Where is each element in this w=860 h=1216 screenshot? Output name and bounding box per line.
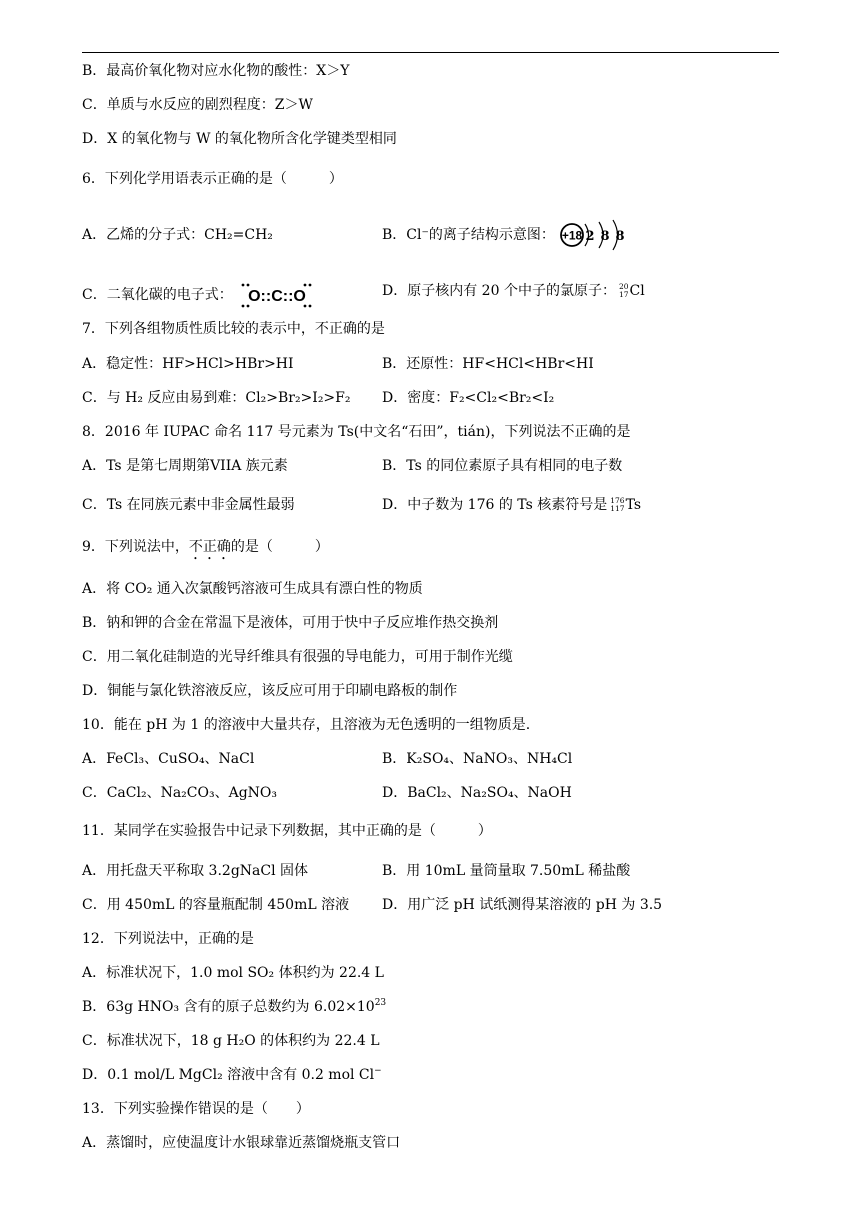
chloride-ion-diagram [559, 227, 637, 243]
element-symbol: Ts [625, 497, 642, 513]
q8-option-b: B．Ts 的同位素原子具有相同的电子数 [382, 458, 623, 474]
q8-nuclide-numbers [610, 497, 624, 513]
q9-stem-pre: 9．下列说法中， [82, 539, 189, 555]
q5-option-c: C．单质与水反应的剧烈程度：Z＞W [82, 97, 313, 113]
shell-3-count: 8 [615, 229, 625, 244]
atomic-number: 117 [610, 504, 625, 513]
q6-option-b [382, 218, 637, 252]
q6-nuclide-numbers [619, 283, 629, 299]
q13-option-a: A．蒸馏时，应使温度计水银球靠近蒸馏烧瓶支管口 [82, 1135, 401, 1151]
q10-option-b: B．K₂SO₄、NaNO₃、NH₄Cl [382, 751, 573, 767]
q8-option-c: C．Ts 在同族元素中非金属性最弱 [82, 497, 295, 513]
q9-option-b: B．钠和钾的合金在常温下是液体，可用于快中子反应堆作热交换剂 [82, 615, 499, 631]
q12-option-b [82, 998, 386, 1016]
co2-formula-text: O::C::O [248, 288, 307, 305]
q12-option-a: A．标准状况下，1.0 mol SO₂ 体积约为 22.4 L [82, 965, 384, 981]
co2-electron-formula [237, 287, 317, 303]
q11-option-c: C．用 450mL 的容量瓶配制 450mL 溶液 [82, 897, 350, 913]
q6-option-c [82, 282, 317, 308]
q11-option-b: B．用 10mL 量筒量取 7.50mL 稀盐酸 [382, 863, 631, 879]
q12-option-b-text: B．63g HNO₃ 含有的原子总数约为 6.02×10 [82, 999, 375, 1015]
nucleus-charge: +18 [562, 228, 583, 243]
q9-option-d: D．铜能与氯化铁溶液反应，该反应可用于印刷电路板的制作 [82, 683, 458, 699]
q11-option-a: A．用托盘天平称取 3.2gNaCl 固体 [82, 863, 309, 879]
q12-stem: 12．下列说法中，正确的是 [82, 931, 254, 947]
q9-option-c: C．用二氧化硅制造的光导纤维具有很强的导电能力，可用于制作光缆 [82, 649, 513, 665]
mass-number: 176 [610, 496, 625, 505]
shell-2-count: 8 [600, 229, 610, 244]
q6-option-a: A．乙烯的分子式：CH₂=CH₂ [82, 227, 273, 243]
q9-stem-post: 的是（ ） [230, 539, 329, 555]
q5-option-b: B．最高价氧化物对应水化物的酸性：X＞Y [82, 63, 350, 79]
q10-option-c: C．CaCl₂、Na₂CO₃、AgNO₃ [82, 785, 277, 801]
q10-stem: 10．能在 pH 为 1 的溶液中大量共存，且溶液为无色透明的一组物质是. [82, 717, 531, 733]
atomic-number: 17 [618, 290, 629, 299]
q9-option-a: A．将 CO₂ 通入次氯酸钙溶液可生成具有漂白性的物质 [82, 581, 423, 597]
shell-1-count: 2 [585, 229, 595, 244]
q7-option-d: D．密度：F₂<Cl₂<Br₂<I₂ [382, 390, 555, 406]
q8-option-d-text: D．中子数为 176 的 Ts 核素符号是 [382, 497, 608, 513]
mass-number: 20 [618, 282, 629, 291]
q12-option-c: C．标准状况下，18 g H₂O 的体积约为 22.4 L [82, 1033, 380, 1049]
q9-stem [82, 538, 329, 563]
q12-option-d [82, 1066, 382, 1084]
q6-option-b-text: B．Cl⁻的离子结构示意图： [382, 227, 555, 243]
q8-option-a: A．Ts 是第七周期第VIIA 族元素 [82, 458, 288, 474]
q11-option-d: D．用广泛 pH 试纸测得某溶液的 pH 为 3.5 [382, 897, 663, 913]
q8-stem: 8．2016 年 IUPAC 命名 117 号元素为 Ts(中文名“石田”，tián)，下列说法不正确的是 [82, 424, 631, 440]
q12-option-b-exponent: 23 [374, 998, 387, 1008]
element-symbol: Cl [629, 283, 645, 299]
q7-option-a: A．稳定性：HF>HCl>HBr>HI [82, 356, 294, 372]
q9-stem-emphasis: 不正确 [188, 539, 231, 555]
q7-stem: 7．下列各组物质性质比较的表示中，不正确的是 [82, 321, 385, 337]
q6-option-d [382, 282, 645, 300]
q13-stem: 13．下列实验操作错误的是（ ） [82, 1101, 310, 1117]
q11-stem: 11．某同学在实验报告中记录下列数据，其中正确的是（ ） [82, 823, 492, 839]
q6-option-c-text: C．二氧化碳的电子式： [82, 287, 233, 303]
q10-option-d: D．BaCl₂、Na₂SO₄、NaOH [382, 785, 572, 801]
q5-option-d: D．X 的氧化物与 W 的氧化物所含化学键类型相同 [82, 131, 397, 147]
q8-option-d [382, 496, 641, 514]
q6-option-d-text: D．原子核内有 20 个中子的氯原子： [382, 283, 616, 299]
header-rule [82, 52, 779, 53]
q7-option-c: C．与 H₂ 反应由易到难：Cl₂>Br₂>I₂>F₂ [82, 390, 351, 406]
q10-option-a: A．FeCl₃、CuSO₄、NaCl [82, 751, 255, 767]
q12-option-d-text: D．0.1 mol/L MgCl₂ 溶液中含有 0.2 mol Cl [82, 1067, 375, 1083]
q12-option-d-charge: − [374, 1066, 382, 1076]
q6-stem: 6．下列化学用语表示正确的是（ ） [82, 171, 343, 187]
q7-option-b: B．还原性：HF<HCl<HBr<HI [382, 356, 594, 372]
